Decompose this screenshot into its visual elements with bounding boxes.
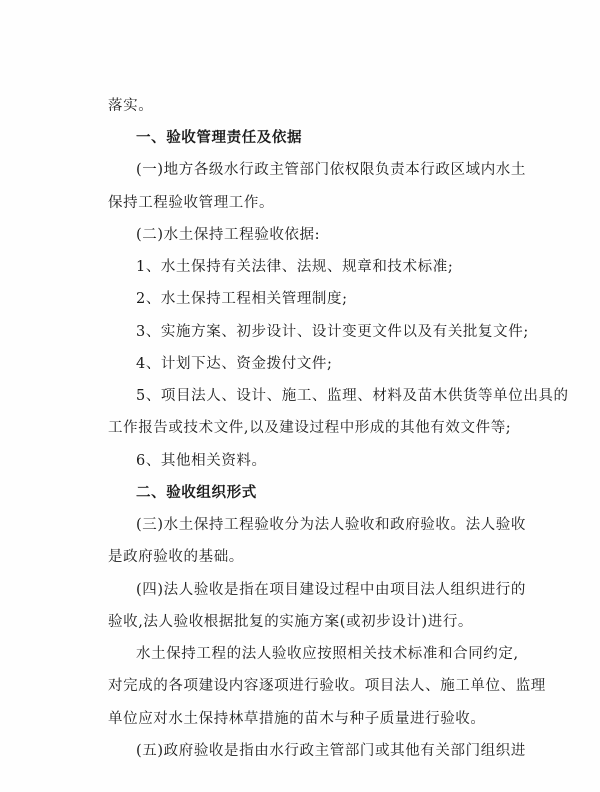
section-heading: 二、验收组织形式: [136, 484, 257, 501]
list-item: 4、计划下达、资金拨付文件;: [136, 356, 333, 372]
text-line: 验收,法人验收根据批复的实施方案(或初步设计)进行。: [108, 614, 474, 630]
list-item: 1、水土保持有关法律、法规、规章和技术标准;: [136, 259, 454, 275]
list-item: 3、实施方案、初步设计、设计变更文件以及有关批复文件;: [136, 324, 529, 340]
text-line: 落实。: [108, 98, 154, 114]
text-line: 单位应对水土保持林草措施的苗木与种子质量进行验收。: [108, 711, 486, 727]
text-line: 水土保持工程的法人验收应按照相关技术标准和合同约定,: [136, 646, 519, 662]
text-line: 是政府验收的基础。: [108, 549, 244, 565]
section-heading: 一、验收管理责任及依据: [136, 129, 303, 146]
list-item: 6、其他相关资料。: [136, 453, 267, 469]
text-line: (五)政府验收是指由水行政主管部门或其他有关部门组织进: [136, 743, 527, 759]
text-line: 工作报告或技术文件,以及建设过程中形成的其他有效文件等;: [108, 420, 512, 436]
list-item: 2、水土保持工程相关管理制度;: [136, 291, 348, 307]
text-line: 对完成的各项建设内容逐项进行验收。项目法人、施工单位、监理: [108, 678, 546, 694]
text-line: (一)地方各级水行政主管部门依权限负责本行政区域内水土: [136, 162, 527, 178]
text-line: (三)水土保持工程验收分为法人验收和政府验收。法人验收: [136, 517, 527, 533]
list-item: 5、项目法人、设计、施工、监理、材料及苗木供货等单位出具的: [136, 388, 569, 404]
text-line: (四)法人验收是指在项目建设过程中由项目法人组织进行的: [136, 582, 527, 598]
text-line: 保持工程验收管理工作。: [108, 195, 275, 211]
text-line: (二)水土保持工程验收依据:: [136, 227, 321, 243]
